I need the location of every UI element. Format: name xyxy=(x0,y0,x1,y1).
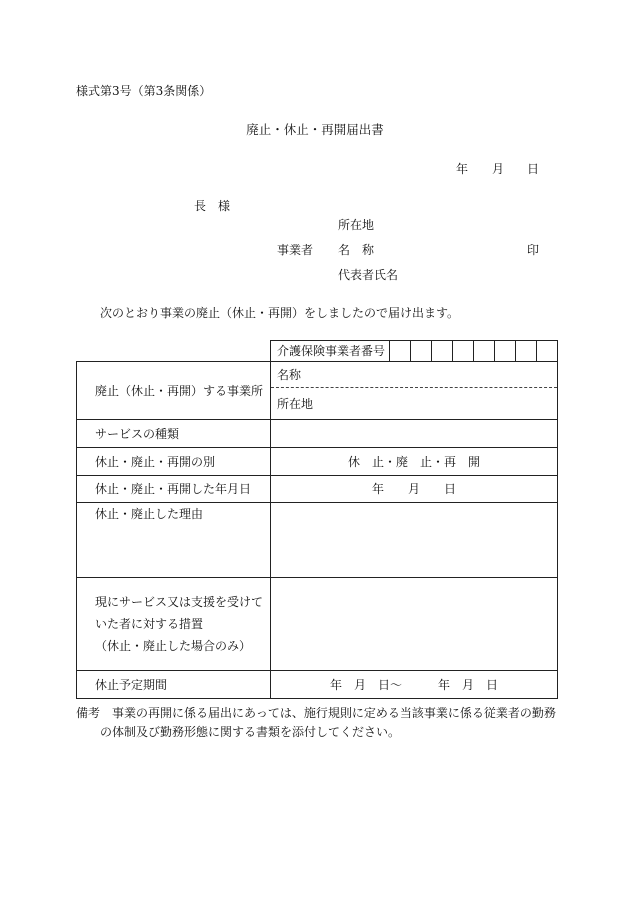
representative-label: 代表者氏名 xyxy=(338,268,399,282)
provider-number-digit-8[interactable] xyxy=(536,341,557,361)
recipient-line: 長 様 xyxy=(194,199,231,213)
reason-field[interactable] xyxy=(271,503,558,578)
intro-text: 次のとおり事業の廃止（休止・再開）をしましたので届け出ます。 xyxy=(100,306,460,320)
office-name-field[interactable] xyxy=(271,362,557,388)
form-number: 様式第3号（第3条関係） xyxy=(76,84,212,98)
seal-mark: 印 xyxy=(527,243,540,257)
provider-number-digit-4[interactable] xyxy=(452,341,473,361)
date-month-label: 月 xyxy=(492,162,505,176)
empty-corner xyxy=(77,341,271,362)
provider-number-cell xyxy=(271,341,558,362)
measures-field[interactable] xyxy=(271,578,558,671)
office-name-label: 名称 xyxy=(277,367,302,382)
applicant-name-label: 名 称 xyxy=(338,243,375,257)
measures-line: いた者に対する措置 xyxy=(95,617,204,631)
effective-date-label: 休止・廃止・再開した年月日 xyxy=(77,476,271,503)
measures-label xyxy=(77,578,271,671)
applicant-block xyxy=(0,0,630,300)
applicant-address-label: 所在地 xyxy=(338,218,375,232)
service-type-label: サービスの種類 xyxy=(77,420,271,448)
office-label: 廃止（休止・再開）する事業所 xyxy=(77,362,271,420)
office-address-field[interactable] xyxy=(271,388,557,419)
provider-number-digit-7[interactable] xyxy=(515,341,536,361)
applicant-business-label: 事業者 xyxy=(277,243,314,257)
category-label: 休止・廃止・再開の別 xyxy=(77,448,271,476)
measures-line: 現にサービス又は支援を受けて xyxy=(95,595,264,609)
effective-date-field[interactable]: 年 月 日 xyxy=(271,476,558,503)
remarks-line-1: 備考 事業の再開に係る届出にあっては、施行規則に定める当該事業に係る従業者の勤務 xyxy=(76,706,556,720)
provider-number-digit-1[interactable] xyxy=(389,341,410,361)
provider-number-digit-6[interactable] xyxy=(494,341,515,361)
category-options[interactable]: 休 止・廃 止・再 開 xyxy=(271,448,558,476)
reason-label: 休止・廃止した理由 xyxy=(77,503,271,578)
date-day-label: 日 xyxy=(527,162,540,176)
date-year-label: 年 xyxy=(456,162,469,176)
office-cell xyxy=(271,362,558,420)
provider-number-digit-5[interactable] xyxy=(473,341,494,361)
provider-number-digit-2[interactable] xyxy=(410,341,431,361)
office-address-label: 所在地 xyxy=(277,396,314,411)
planned-period-label: 休止予定期間 xyxy=(77,671,271,699)
notification-table xyxy=(76,340,558,699)
planned-period-field[interactable]: 年 月 日～ 年 月 日 xyxy=(271,671,558,699)
remarks-line-2: の体制及び勤務形態に関する書類を添付してください。 xyxy=(100,725,401,739)
provider-number-digit-3[interactable] xyxy=(431,341,452,361)
measures-line: （休止・廃止した場合のみ） xyxy=(95,639,252,653)
provider-number-label: 介護保険事業者番号 xyxy=(277,344,386,358)
service-type-field[interactable] xyxy=(271,420,558,448)
document-title: 廃止・休止・再開届出書 xyxy=(246,122,384,137)
